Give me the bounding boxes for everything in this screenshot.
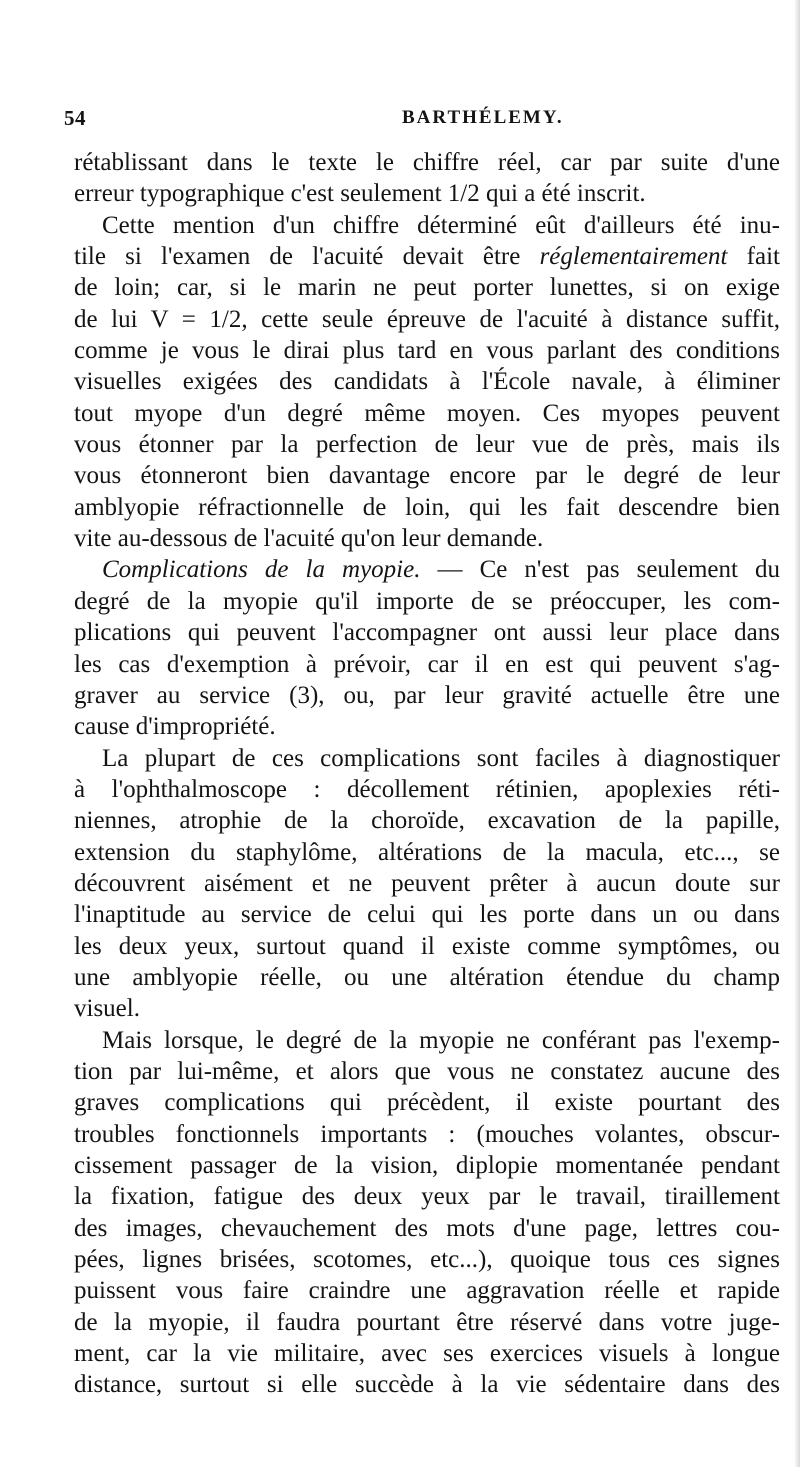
text-line: amblyopie réfractionnelle de loin, qui les fait descendre bien: [74, 493, 780, 521]
text-line: de la myopie, il faudra pourtant être réservé dans votre juge-: [74, 1308, 780, 1336]
paragraph-start-line: Mais lorsque, le degré de la myopie ne conférant pas l'exemp-: [102, 1026, 780, 1054]
section-heading-line: [74, 554, 780, 585]
text-line: troubles fonctionnels importants : (mouches volantes, obscur-: [74, 1120, 780, 1148]
text-line: la fixation, fatigue des deux yeux par le travail, tiraillement: [74, 1183, 780, 1211]
line-text: tile si l'examen de l'acuité devait être: [74, 243, 521, 271]
text-line: plications qui peuvent l'accompagner ont aussi leur place dans: [74, 619, 780, 647]
text-line: visuelles exigées des candidats à l'École navale, à éliminer: [74, 368, 780, 396]
text-line: cause d'impropriété.: [74, 713, 276, 741]
text-line: visuel.: [74, 995, 140, 1023]
body-text: [74, 147, 780, 1401]
text-line: des images, chevauchement des mots d'une page, lettres cou-: [74, 1214, 780, 1242]
text-line: à l'ophthalmoscope : décollement rétinien, apoplexies réti-: [74, 775, 780, 803]
text-line: l'inaptitude au service de celui qui les porte dans un ou dans: [74, 901, 780, 929]
text-line: de lui V = 1/2, cette seule épreuve de l'acuité à distance suffit,: [74, 305, 780, 333]
paragraph-start-line: Cette mention d'un chiffre déterminé eût d'ailleurs été inu-: [102, 211, 780, 239]
paragraph-start-line: La plupart de ces complications sont faciles à diagnostiquer: [102, 744, 780, 772]
text-line: cissement passager de la vision, diplopie momentanée pendant: [74, 1152, 780, 1179]
text-line: une amblyopie réelle, ou une altération étendue du champ: [74, 963, 780, 991]
text-line: [74, 241, 780, 272]
text-line: extension du staphylôme, altérations de la macula, etc..., se: [74, 838, 780, 866]
page-number: 54: [64, 106, 86, 130]
text-line: vite au-dessous de l'acuité qu'on leur demande.: [74, 525, 544, 553]
line-text: — Ce n'est pas seulement du: [437, 556, 781, 584]
running-head: BARTHÉLEMY.: [402, 107, 564, 128]
text-line: tion par lui-même, et alors que vous ne constatez aucune des: [74, 1057, 780, 1085]
text-line: ment, car la vie militaire, avec ses exercices visuels à longue: [74, 1340, 780, 1368]
text-line: les cas d'exemption à prévoir, car il en est qui peuvent s'ag-: [74, 650, 780, 678]
text-line: comme je vous le dirai plus tard en vous parlant des conditions: [74, 337, 780, 365]
text-line: vous étonner par la perfection de leur vue de près, mais ils: [74, 431, 780, 459]
text-line: découvrent aisément et ne peuvent prêter à aucun doute sur: [74, 869, 780, 897]
text-line: vous étonneront bien davantage encore par le degré de leur: [74, 462, 780, 490]
section-heading: Complications de la myopie.: [102, 556, 421, 584]
page-header: [62, 106, 782, 136]
text-line: niennes, atrophie de la choroïde, excavation de la papille,: [74, 807, 780, 835]
text-line: les deux yeux, surtout quand il existe comme symptômes, ou: [74, 932, 780, 960]
line-text: fait: [727, 243, 780, 271]
page-edge-shadow: [794, 0, 800, 1467]
text-line: rétablissant dans le texte le chiffre réel, car par suite d'une: [74, 149, 780, 176]
text-line: tout myope d'un degré même moyen. Ces myopes peuvent: [74, 399, 780, 427]
text-line: de loin; car, si le marin ne peut porter lunettes, si on exige: [74, 274, 780, 302]
italic-word: réglementairement: [539, 243, 728, 271]
text-line: graves complications qui précèdent, il existe pourtant des: [74, 1089, 780, 1117]
text-line: distance, surtout si elle succède à la vie sédentaire dans des: [74, 1371, 780, 1399]
text-line: pées, lignes brisées, scotomes, etc...), quoique tous ces signes: [74, 1246, 780, 1274]
text-line: erreur typographique c'est seulement 1/2 qui a été inscrit.: [74, 180, 646, 208]
text-line: degré de la myopie qu'il importe de se préoccuper, les com-: [74, 587, 780, 615]
text-line: graver au service (3), ou, par leur gravité actuelle être une: [74, 681, 780, 709]
text-line: puissent vous faire craindre une aggravation réelle et rapide: [74, 1277, 780, 1305]
